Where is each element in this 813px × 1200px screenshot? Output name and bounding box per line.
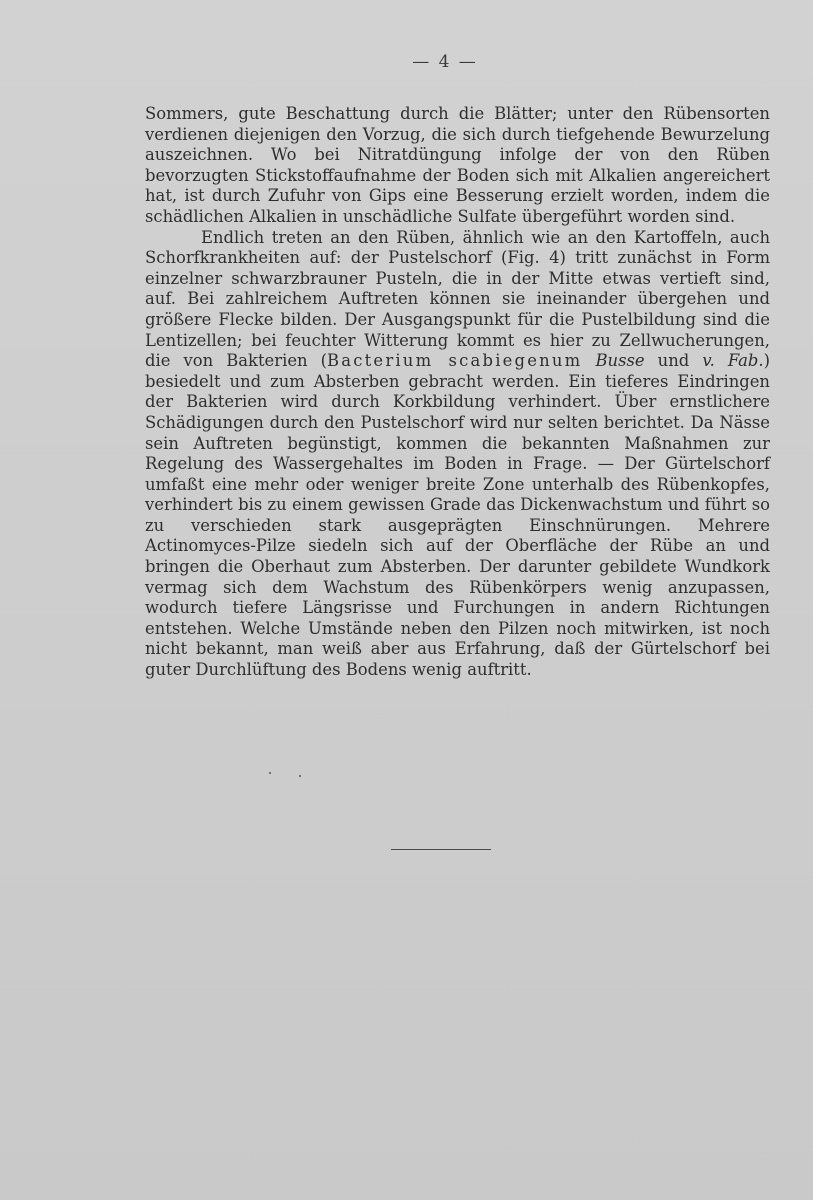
page-number: — 4 — [412, 52, 478, 72]
body-text [145, 104, 770, 681]
paragraph-2-text-b [582, 351, 595, 370]
paragraph-2-text-a: Endlich treten an den Rüben, ähnlich wie an den Kartoffeln, auch Schorfkrankheiten auf: der Pustelschorf (Fig. 4) tritt zunächst in Form einzelner schwarzbrauner Pusteln, die in der Mitte etwas vertieft sind, auf. Bei zahlreichem Auftreten können sie ineinander übergehen und größere Flecke bilden. Der Ausgangspunkt für die Pustelbildung sind die Lentizellen; bei feuchter Witterung kommt es hier zu Zellwucherungen, die von Bakterien ( [145, 227, 770, 371]
paragraph-2-text-d: ) besiedelt und zum Absterben gebracht werden. Ein tieferes Eindringen der Bakterien wird durch Korkbildung verhindert. Über ernstlichere Schädigungen durch den Pustelschorf wird nur selten berichtet. Da Nässe sein Auftreten begünstigt, kommen die bekannten Maßnahmen zur Regelung des Wassergehaltes im Boden in Frage. — Der Gürtelschorf umfaßt eine mehr oder weniger breite Zone unterhalb des Rübenkopfes, verhindert bis zu einem gewissen Grade das Dickenwachstum und führt so zu verschieden stark ausgeprägten Einschnürungen. Mehrere Actinomyces-Pilze siedeln sich auf der Oberfläche der Rübe an und bringen die Oberhaut zum Absterben. Der darunter gebildete Wundkork vermag sich dem Wachstum des Rübenkörpers wenig anzupassen, wodurch tiefere Längsrisse und Furchungen in andern Richtungen entstehen. Welche Umstände neben den Pilzen noch mitwirken, ist noch nicht bekannt, man weiß aber aus Erfahrung, daß der Gürtelschorf bei guter Durchlüftung des Bodens wenig auftritt. [145, 351, 771, 680]
paragraph-1: Sommers, gute Beschattung durch die Blätter; unter den Rübensorten verdienen diejenigen den Vorzug, die sich durch tiefgehende Bewurzelung auszeichnen. Wo bei Nitratdüngung infolge der von den Rüben bevorzugten Stickstoffaufnahme der Boden sich mit Alkalien angereichert hat, ist durch Zufuhr von Gips eine Besserung erzielt worden, indem die schädlichen Alkalien in unschädliche Sulfate übergeführt worden sind. [145, 104, 770, 226]
print-speck [299, 775, 301, 777]
species-name: Bacterium scabiegenum [327, 351, 583, 371]
section-divider [391, 849, 491, 850]
author-busse: Busse [595, 351, 645, 371]
author-fab: v. Fab. [702, 351, 764, 371]
paragraph-2 [145, 228, 770, 681]
print-speck [269, 772, 271, 774]
paragraph-2-text-c: und [644, 351, 703, 371]
